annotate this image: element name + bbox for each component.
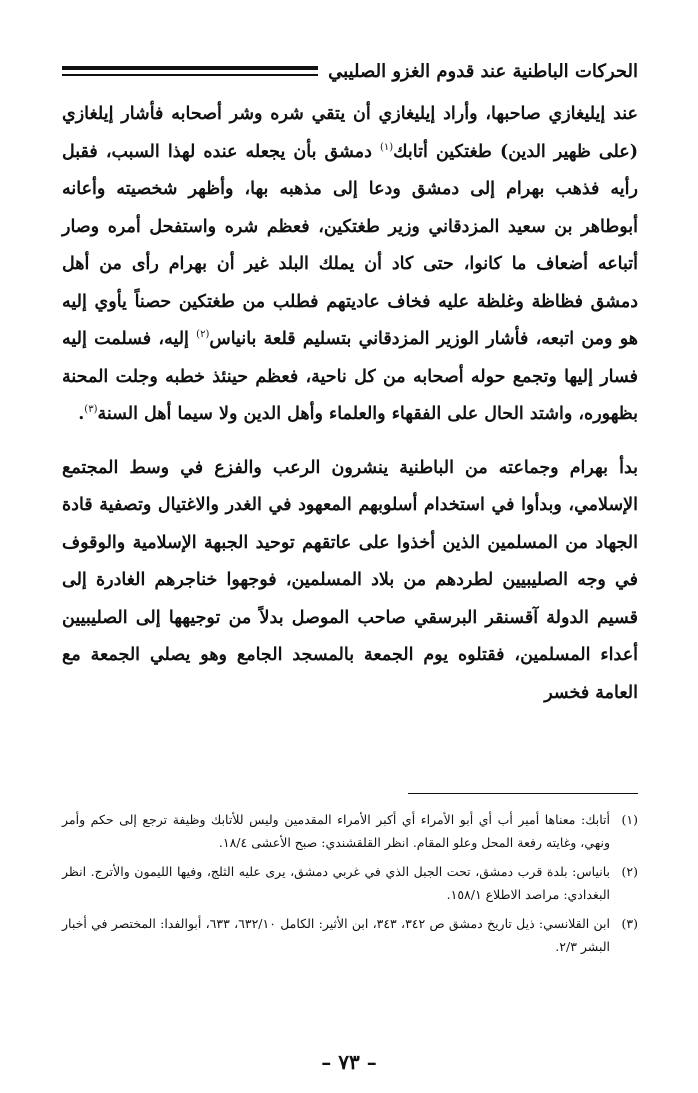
footnotes-section (62, 808, 638, 964)
paragraph-1 (62, 96, 638, 434)
footnote-separator (408, 793, 638, 794)
footnote-1-number: (١) (621, 812, 638, 827)
footnote-2-number: (٢) (621, 864, 638, 879)
footnote-ref-3[interactable]: (٣) (84, 404, 98, 416)
footnote-2-text: بانياس: بلدة قرب دمشق، تحت الجبل الذي في غربي دمشق، يرى عليه الثلج، وفيها الليمون والأترج. انظر البغدادي: مراصد الاطلاع ١٥٨/١. (62, 864, 610, 902)
footnote-1 (62, 808, 638, 854)
footnote-1-text: أتابك: معناها أمير أب أي أبو الأمراء أي أكبر الأمراء المقدمين وليس للأتابك وظيفة ترجع إلى حكم وأمر ونهي، وغايته رفعة المحل وعلو المقام. انظر القلقشندي: صبح الأعشى ١٨/٤. (62, 812, 610, 850)
page-number: – ٧٣ – (321, 1050, 377, 1074)
footnote-ref-1[interactable]: (١) (379, 141, 394, 153)
main-text (62, 96, 638, 712)
footnote-2 (62, 860, 638, 906)
paragraph-1-part-b: دمشق بأن يجعله عنده لهذا السبب، فقبل رأيه فذهب بهرام إلى دمشق ودعا إلى مذهبه بها، وأظهر شخصيته وأعانه أبوطاهر بن سعيد المزدقاني وزير طغتكين، فعظم شره واستفحل أمره وصار أتباعه أضعاف ما كانوا، حتى كاد أن يملك البلد غير أن بهرام رأى من أهل دمشق فظاظة وغلظة عليه فخاف عاديتهم فطلب من طغتكين حصناً يأوي إليه هو ومن اتبعه، فأشار الوزير المزدقاني بتسليم قلعة بانياس (62, 141, 638, 349)
paragraph-1-part-a: عند إيليغازي صاحبها، وأراد إيليغازي أن يتقي شره وشر أصحابه فأشار إيلغازي (على ظهير الدين) طغتكين أتابك (62, 104, 638, 162)
footnote-3-number: (٣) (621, 916, 638, 931)
footnote-ref-2[interactable]: (٢) (196, 329, 210, 341)
header-rule (62, 66, 318, 76)
paragraph-2: بدأ بهرام وجماعته من الباطنية ينشرون الرعب والفزع في وسط المجتمع الإسلامي، وبدأوا في استخدام أسلوبهم المعهود في الغدر والاغتيال وتصفية قادة الجهاد من المسلمين الذين أخذوا على عاتقهم توحيد الجبهة الإسلامية والوقوف في وجه الصليبيين لطردهم من بلاد المسلمين، فوجهوا خناجرهم الغادرة إلى قسيم الدولة آقسنقر البرسقي صاحب الموصل بدلاً من توجيهها إلى الصليبيين أعداء المسلمين، فقتلوه يوم الجمعة بالمسجد الجامع وهو يصلي الجمعة مع العامة فخسر (62, 457, 638, 703)
running-header (62, 56, 638, 86)
footnote-3-text: ابن القلانسي: ذيل تاريخ دمشق ص ٣٤٢، ٣٤٣، ابن الأثير: الكامل ٦٣٢/١٠، ٦٣٣، أبوالفدا: المختصر في أخبار البشر ٢/٣. (62, 916, 610, 954)
paragraph-1-part-d: . (78, 404, 85, 424)
footnote-3 (62, 912, 638, 958)
paragraph-1-part-c: إليه، فسلمت إليه فسار إليها وتجمع حوله أصحابه من كل ناحية، فعظم حينئذ خطبه وجلت المحنة بظهوره، واشتد الحال على الفقهاء والعلماء وأهل الدين ولا سيما أهل السنة (62, 329, 638, 424)
header-title: الحركات الباطنية عند قدوم الغزو الصليبي (328, 60, 638, 82)
